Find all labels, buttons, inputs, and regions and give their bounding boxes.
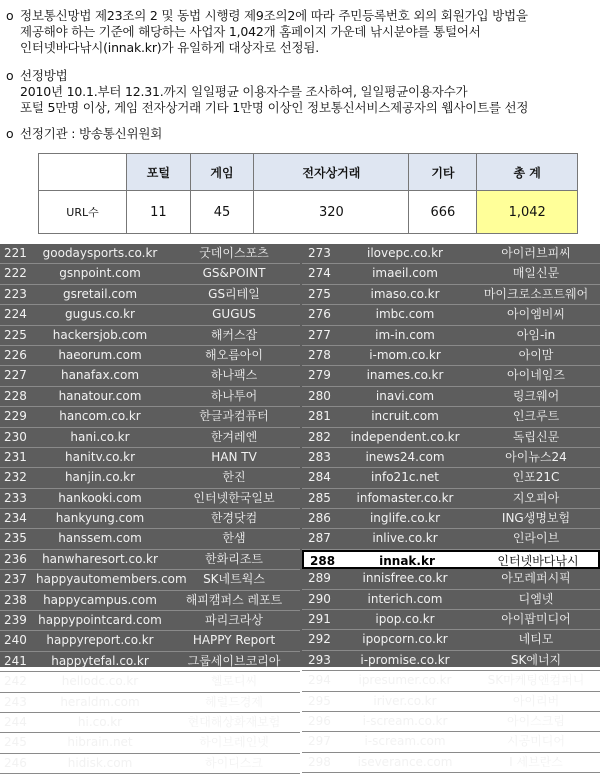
site-domain: imbc.com — [375, 307, 435, 322]
bullet-mark: o — [6, 126, 14, 141]
summary-table — [38, 153, 578, 234]
site-name: 한화리조트 — [205, 551, 263, 566]
site-name: SK마케팅앤컴퍼니 — [487, 673, 585, 688]
summary-row-label: URL수 — [39, 191, 127, 234]
site-name: 해커스잡 — [210, 327, 258, 342]
site-domain: i-scream.com — [364, 734, 446, 749]
site-name: GUGUS — [212, 307, 256, 322]
site-name: 굿데이스포츠 — [199, 246, 269, 260]
site-number: 233 — [4, 490, 27, 505]
site-name: 한샘 — [222, 531, 246, 546]
site-row — [0, 489, 300, 509]
intro-section — [0, 0, 600, 244]
summary-header-row — [39, 154, 578, 191]
site-domain: innak.kr — [379, 553, 435, 568]
site-row — [302, 732, 600, 752]
summary-value-game: 45 — [190, 191, 254, 234]
site-row — [302, 630, 600, 650]
site-row — [302, 712, 600, 732]
site-name: 아이네임즈 — [507, 368, 565, 383]
site-name: SK네트웍스 — [203, 572, 265, 587]
site-row — [0, 733, 300, 753]
site-domain: imaeil.com — [372, 266, 438, 281]
site-domain: haeorum.com — [58, 347, 142, 362]
site-name: 해오름아이 — [205, 347, 263, 362]
site-domain: iseverance.com — [357, 754, 453, 769]
site-number: 288 — [310, 553, 336, 568]
bullet-text-line: 인터넷바다낚시(innak.kr)가 유일하게 대상자로 선정됨. — [20, 40, 320, 55]
summary-header-ecommerce: 전자상거래 — [254, 154, 409, 191]
site-row — [0, 264, 300, 284]
bullet-text-line: 선정기관 : 방송통신위원회 — [20, 126, 163, 141]
site-row — [302, 590, 600, 610]
site-row — [302, 285, 600, 305]
site-row — [0, 754, 300, 774]
summary-header-portal: 포털 — [127, 154, 191, 191]
site-name: 인포21C — [512, 470, 560, 485]
site-name: 아이맘 — [518, 347, 554, 362]
site-row — [302, 651, 600, 671]
site-number: 291 — [308, 612, 331, 627]
site-domain: independent.co.kr — [350, 429, 460, 444]
site-domain: i-scream.co.kr — [362, 713, 448, 728]
site-domain: goodaysports.co.kr — [42, 246, 158, 260]
site-row — [302, 468, 600, 488]
bullet-mark: o — [6, 68, 14, 83]
site-number: 224 — [4, 307, 27, 322]
site-number: 277 — [308, 327, 331, 342]
site-row — [302, 692, 600, 712]
site-name: I 세브란스 — [509, 754, 563, 769]
site-name: SK에너지 — [510, 652, 562, 667]
site-name: 아이뉴스24 — [505, 449, 567, 464]
site-row — [0, 448, 300, 468]
site-row — [0, 672, 300, 692]
site-domain: ilovepc.co.kr — [367, 246, 443, 260]
site-domain: inlive.co.kr — [372, 531, 438, 546]
site-row — [0, 529, 300, 549]
site-number: 273 — [308, 246, 331, 260]
site-domain: imaso.co.kr — [370, 286, 440, 301]
bullet-text-line: 제공해야 하는 기준에 해당하는 사업자 1,042개 홈페이지 가운데 낚시분야를 통털어서 — [20, 24, 481, 39]
site-number: 231 — [4, 449, 27, 464]
site-domain: inavi.com — [375, 388, 435, 403]
site-number: 227 — [4, 368, 27, 383]
site-row — [302, 387, 600, 407]
site-row — [0, 366, 300, 386]
site-row — [0, 407, 300, 427]
site-number: 230 — [4, 429, 27, 444]
bullet-text-line: 정보통신망법 제23조의 2 및 동법 시행령 제9조의2에 따라 주민등록번호 외의 회원가입 방법을 — [20, 8, 528, 23]
site-name: 아모레퍼시픽 — [501, 571, 571, 586]
site-number: 294 — [308, 673, 331, 688]
site-domain: ipop.co.kr — [375, 612, 435, 627]
site-number: 234 — [4, 511, 27, 526]
site-name: 한경닷컴 — [210, 511, 258, 526]
site-domain: happycampus.com — [43, 592, 157, 607]
site-domain: inews24.com — [365, 449, 445, 464]
site-domain: hankooki.com — [58, 490, 142, 505]
site-number: 274 — [308, 266, 331, 281]
site-domain: hanafax.com — [60, 368, 140, 383]
site-number: 228 — [4, 388, 27, 403]
site-name: 시공미디어 — [507, 734, 565, 749]
site-number: 295 — [308, 693, 331, 708]
site-domain: hackersjob.com — [52, 327, 148, 342]
summary-corner-cell — [39, 154, 127, 191]
summary-header-game: 게임 — [190, 154, 254, 191]
site-row — [0, 570, 300, 590]
summary-value-ecommerce: 320 — [254, 191, 409, 234]
site-name: HAN TV — [211, 449, 257, 464]
site-row — [0, 550, 300, 570]
site-name: 마이크로소프트웨어 — [483, 286, 589, 301]
site-domain: hanitv.co.kr — [64, 449, 135, 464]
site-domain: hancom.co.kr — [59, 409, 141, 424]
bullet-title: 선정방법 — [20, 68, 68, 83]
site-name: 그룹세이브코리아 — [187, 653, 281, 668]
site-domain: hani.co.kr — [70, 429, 130, 444]
site-number: 241 — [4, 653, 27, 668]
site-name: 지오피아 — [512, 490, 560, 505]
bullet-mark: o — [6, 8, 14, 23]
site-number: 280 — [308, 388, 331, 403]
site-row — [302, 509, 600, 529]
site-name: HAPPY Report — [192, 633, 276, 648]
site-domain: info21c.net — [371, 470, 439, 485]
site-number: 298 — [308, 754, 331, 769]
site-row — [0, 693, 300, 713]
site-row — [0, 305, 300, 325]
site-number: 229 — [4, 409, 27, 424]
summary-value-other: 666 — [409, 191, 477, 234]
site-domain: inames.co.kr — [366, 368, 444, 383]
site-name: 네티모 — [518, 632, 554, 647]
site-number: 236 — [4, 551, 27, 566]
site-row — [0, 713, 300, 733]
site-domain: iriver.co.kr — [373, 693, 437, 708]
site-number: 282 — [308, 429, 331, 444]
site-name: 인크루트 — [512, 409, 560, 424]
site-number: 296 — [308, 713, 331, 728]
site-name: 인라이브 — [512, 531, 560, 546]
site-row — [0, 631, 300, 651]
site-domain: hanwharesort.co.kr — [42, 551, 158, 566]
site-name: 한글과컴퓨터 — [199, 409, 269, 424]
site-domain: hankyung.com — [55, 511, 145, 526]
site-number: 242 — [4, 674, 27, 689]
bullet-regulation — [6, 8, 528, 56]
site-domain: ipresumer.co.kr — [358, 673, 452, 688]
site-domain: hi.co.kr — [77, 714, 123, 729]
site-row — [0, 346, 300, 366]
site-number: 237 — [4, 572, 27, 587]
site-number: 281 — [308, 409, 331, 424]
site-row — [302, 428, 600, 448]
summary-header-total: 총 계 — [477, 154, 578, 191]
site-domain: hidisk.com — [67, 755, 133, 770]
site-number: 232 — [4, 470, 27, 485]
bullet-selection-agency — [6, 126, 162, 142]
site-name: 인터넷바다낚시 — [497, 553, 579, 568]
site-name: 아이리버 — [512, 693, 560, 708]
site-number: 278 — [308, 347, 331, 362]
site-number: 238 — [4, 592, 27, 607]
site-name: 하이디스크 — [205, 755, 263, 770]
site-name: 링크웨어 — [512, 388, 560, 403]
site-name: 하이브레인넷 — [199, 735, 269, 750]
site-domain: hanatour.com — [58, 388, 142, 403]
site-number: 240 — [4, 633, 27, 648]
summary-value-portal: 11 — [127, 191, 191, 234]
site-row — [302, 244, 600, 264]
site-number: 245 — [4, 735, 27, 750]
site-name: GS&POINT — [202, 266, 266, 281]
site-number: 297 — [308, 734, 331, 749]
site-number: 226 — [4, 347, 27, 362]
site-number: 283 — [308, 449, 331, 464]
site-number: 293 — [308, 652, 331, 667]
site-row — [302, 489, 600, 509]
site-domain: happyreport.co.kr — [46, 633, 154, 648]
site-name: 헤럴드경제 — [205, 694, 263, 709]
site-domain: hanjin.co.kr — [64, 470, 136, 485]
site-row — [302, 366, 600, 386]
site-row — [0, 428, 300, 448]
site-row — [0, 611, 300, 631]
site-row — [302, 346, 600, 366]
site-number: 279 — [308, 368, 331, 383]
listing-right-column — [302, 244, 600, 773]
site-name: ING생명보험 — [501, 511, 571, 526]
site-number: 223 — [4, 286, 27, 301]
site-row — [302, 407, 600, 427]
site-domain: ipopcorn.co.kr — [362, 632, 448, 647]
site-domain: innisfree.co.kr — [362, 571, 448, 586]
site-domain: happypointcard.com — [38, 613, 162, 628]
site-row — [302, 671, 600, 691]
bullet-text-line: 포털 5만명 이상, 게임 전자상거래 기타 1만명 이상인 정보통신서비스제공자의 웹사이트를 선정 — [20, 100, 529, 115]
site-domain: happyautomembers.com — [36, 572, 187, 587]
site-row — [302, 569, 600, 589]
site-domain: incruit.com — [371, 409, 439, 424]
site-name: 하나팩스 — [210, 368, 258, 383]
site-number: 222 — [4, 266, 27, 281]
site-number: 246 — [4, 755, 27, 770]
site-domain: gsretail.com — [62, 286, 138, 301]
site-domain: hibrain.net — [67, 735, 133, 750]
site-name: 매일신문 — [512, 266, 560, 281]
bullet-text-line: 2010년 10.1.부터 12.31.까지 일일평균 이용자수를 조사하여, 일일평균이용자수가 — [20, 84, 468, 99]
site-number: 275 — [308, 286, 331, 301]
site-number: 290 — [308, 591, 331, 606]
highlighted-site-row — [302, 550, 600, 569]
site-name: 인터넷한국일보 — [193, 490, 275, 505]
bullet-selection-method — [6, 68, 528, 116]
site-name: 헬로디씨 — [210, 674, 258, 689]
site-number: 239 — [4, 613, 27, 628]
site-name: 파리크라상 — [205, 613, 263, 628]
site-row — [302, 448, 600, 468]
site-row — [302, 264, 600, 284]
site-domain: gsnpoint.com — [59, 266, 141, 281]
site-domain: inglife.co.kr — [369, 511, 441, 526]
site-domain: infomaster.co.kr — [356, 490, 454, 505]
site-row — [0, 387, 300, 407]
site-number: 287 — [308, 531, 331, 546]
site-number: 235 — [4, 531, 27, 546]
site-domain: heraldm.com — [60, 694, 140, 709]
site-name: 아이러브피씨 — [501, 246, 571, 260]
site-name: 해피캠퍼스 레포트 — [185, 592, 283, 607]
site-row — [302, 753, 600, 773]
site-domain: i-promise.co.kr — [360, 652, 450, 667]
site-number: 285 — [308, 490, 331, 505]
summary-header-other: 기타 — [409, 154, 477, 191]
site-domain: i-mom.co.kr — [369, 347, 441, 362]
site-row — [0, 285, 300, 305]
site-number: 244 — [4, 714, 27, 729]
site-row — [302, 326, 600, 346]
site-number: 225 — [4, 327, 27, 342]
site-name: 아임-in — [516, 327, 556, 342]
site-name: 아이스크림 — [507, 713, 565, 728]
site-domain: im-in.com — [375, 327, 435, 342]
listing-left-column — [0, 244, 300, 774]
site-name: 현대해상화재보험 — [187, 714, 281, 729]
site-row — [302, 305, 600, 325]
site-row — [0, 509, 300, 529]
summary-value-total: 1,042 — [477, 191, 578, 234]
site-row — [0, 652, 300, 672]
site-number: 221 — [4, 246, 27, 260]
site-number: 243 — [4, 694, 27, 709]
site-name: GS리테일 — [208, 286, 260, 301]
site-domain: hanssem.com — [58, 531, 142, 546]
site-row — [0, 468, 300, 488]
site-domain: happytefal.co.kr — [51, 653, 149, 668]
site-row — [0, 591, 300, 611]
summary-value-row — [39, 191, 578, 234]
site-row — [0, 326, 300, 346]
site-number: 289 — [308, 571, 331, 586]
site-name: 아이엠비씨 — [507, 307, 565, 322]
site-name: 한진 — [222, 470, 246, 485]
site-name: 하나투어 — [210, 388, 258, 403]
site-row — [0, 244, 300, 264]
site-domain: gugus.co.kr — [65, 307, 135, 322]
site-domain: interich.com — [367, 591, 443, 606]
site-row — [302, 610, 600, 630]
site-name: 한겨레엔 — [210, 429, 258, 444]
site-number: 284 — [308, 470, 331, 485]
site-domain: hellodc.co.kr — [61, 674, 139, 689]
site-number: 292 — [308, 632, 331, 647]
site-listing — [0, 244, 600, 770]
site-name: 디엠넷 — [518, 591, 554, 606]
site-number: 276 — [308, 307, 331, 322]
site-number: 286 — [308, 511, 331, 526]
site-name: 아이팝미디어 — [501, 612, 571, 627]
site-row — [302, 529, 600, 549]
site-name: 독립신문 — [512, 429, 560, 444]
